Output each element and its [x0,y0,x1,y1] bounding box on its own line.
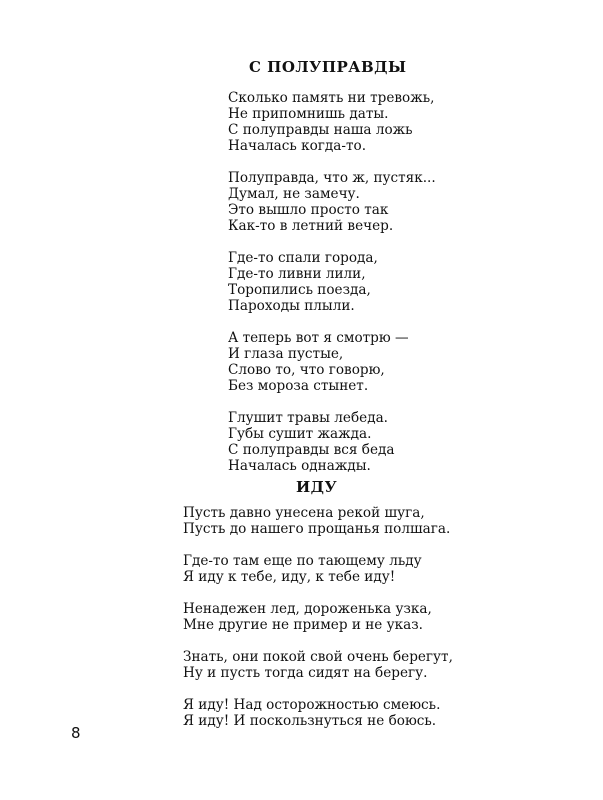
verse-line: Знать, они покой свой очень берегут, [183,649,453,665]
verse-line: Где-то спали города, [228,250,378,266]
verse-line: Слово то, что говорю, [228,362,385,378]
stanza [228,330,436,394]
poem-body-2 [183,505,453,745]
verse-line: Ненадежен лед, дороженька узка, [183,601,432,617]
verse-line: Пусть давно унесена рекой шуга, [183,505,425,521]
verse-line: Торопились поезда, [228,282,371,298]
verse-line: Я иду! Над осторожностью смеюсь. [183,697,441,713]
stanza [228,170,436,234]
verse-line: С полуправды вся беда [228,442,395,458]
stanza [228,250,436,314]
stanza [183,505,453,537]
poem-title-2: ИДУ [296,478,338,496]
verse-line: А теперь вот я смотрю — [228,330,409,346]
verse-line: Как-то в летний вечер. [228,218,394,234]
verse-line: Началась когда-то. [228,138,367,154]
verse-line: Пароходы плыли. [228,298,355,314]
verse-line: Полуправда, что ж, пустяк... [228,170,436,186]
verse-line: С полуправды наша ложь [228,122,413,138]
verse-line: Я иду к тебе, иду, к тебе иду! [183,569,396,585]
verse-line: Глушит травы лебеда. [228,410,388,426]
verse-line: Где-то ливни лили, [228,266,366,282]
verse-line: Думал, не замечу. [228,186,360,202]
stanza [183,553,453,585]
verse-line: Не припомнишь даты. [228,106,389,122]
stanza [183,697,453,729]
page-number: 8 [71,724,81,742]
verse-line: Это вышло просто так [228,202,389,218]
verse-line: Сколько память ни тревожь, [228,90,435,106]
verse-line: И глаза пустые, [228,346,344,362]
stanza [183,601,453,633]
verse-line: Пусть до нашего прощанья полшага. [183,521,451,537]
verse-line: Где-то там еще по тающему льду [183,553,422,569]
verse-line: Без мороза стынет. [228,378,369,394]
verse-line: Губы сушит жажда. [228,426,372,442]
verse-line: Началась однажды. [228,458,371,474]
poem-title-1: С ПОЛУПРАВДЫ [249,58,407,76]
stanza [183,649,453,681]
poem-body-1 [228,90,436,490]
verse-line: Я иду! И поскользнуться не боюсь. [183,713,437,729]
stanza [228,90,436,154]
stanza [228,410,436,474]
verse-line: Мне другие не пример и не указ. [183,617,423,633]
verse-line: Ну и пусть тогда сидят на берегу. [183,665,428,681]
